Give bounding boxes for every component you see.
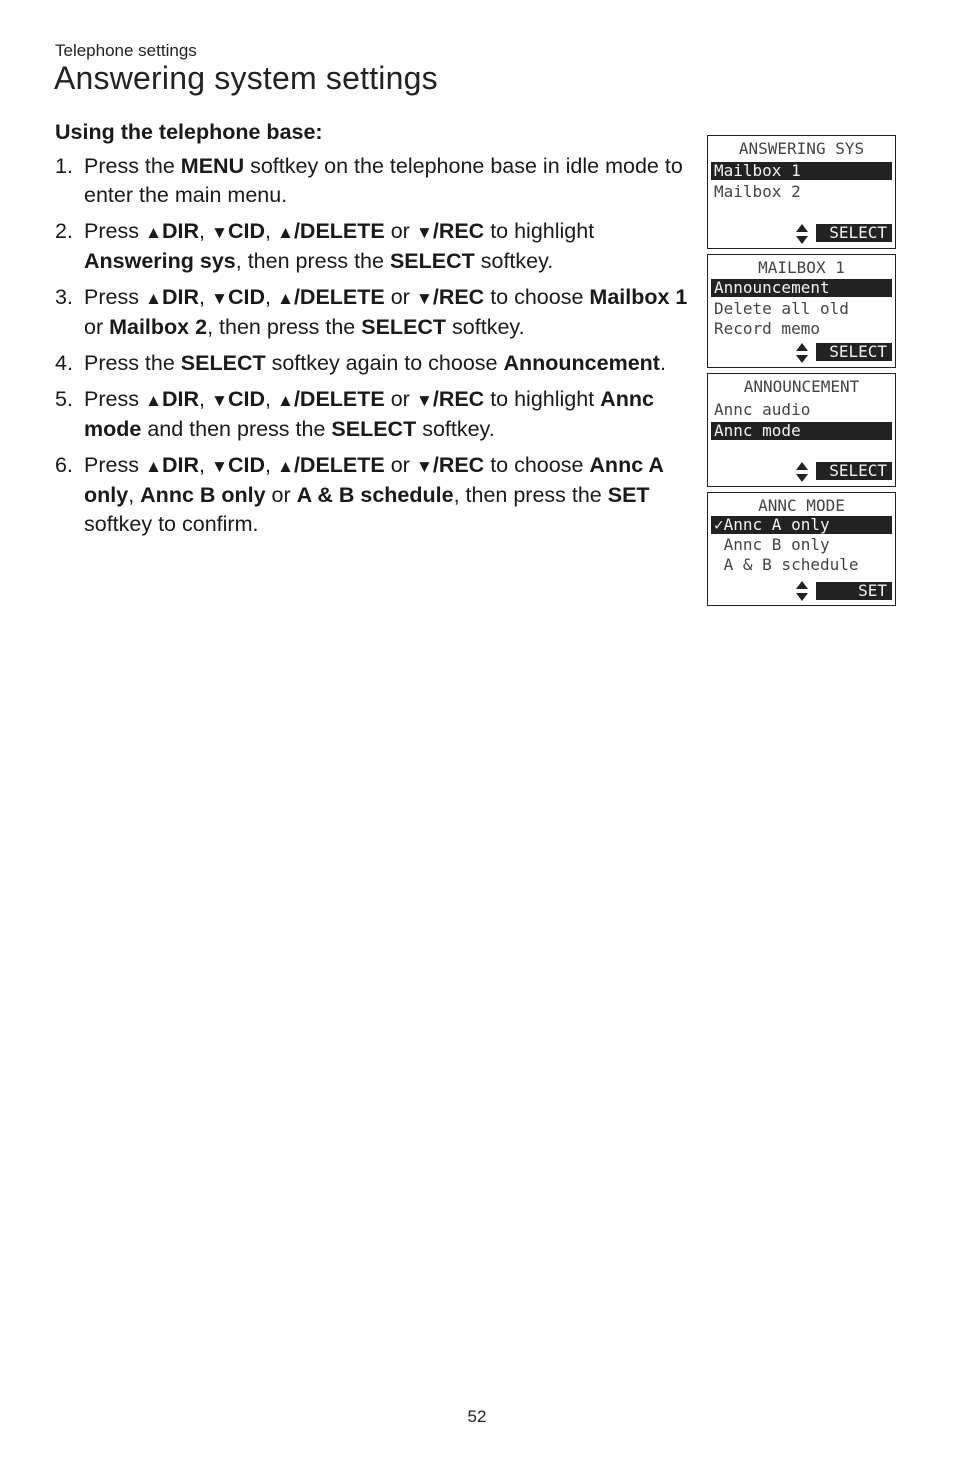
- menu-item-name: Annc A only: [84, 453, 664, 507]
- step-text: or: [384, 219, 416, 243]
- section-label: Telephone settings: [55, 41, 197, 60]
- lcd-screen-annc-mode: [707, 492, 896, 606]
- key-name: /REC: [432, 453, 485, 477]
- step-number: 4.: [55, 351, 73, 375]
- key-name: CID: [227, 453, 265, 477]
- step-text: ,: [264, 387, 277, 411]
- lcd-row: Mailbox 2: [714, 182, 801, 201]
- key-name: /DELETE: [293, 285, 385, 309]
- step-text: Press: [84, 387, 145, 411]
- step-text: ,: [264, 285, 277, 309]
- lcd-row-highlighted: ✓Annc A only: [711, 516, 892, 534]
- key-name: CID: [227, 285, 265, 309]
- step-text: ,: [198, 387, 211, 411]
- step-text: .: [659, 351, 666, 375]
- up-triangle-icon: ▲: [144, 222, 162, 242]
- lcd-row-highlighted: Mailbox 1: [711, 162, 892, 180]
- step-4: [55, 349, 700, 378]
- softkey-select: SELECT: [816, 462, 892, 480]
- menu-item-name: Mailbox 2: [109, 315, 208, 339]
- lcd-screen-mailbox-1: [707, 254, 896, 368]
- lcd-header: ANNOUNCEMENT: [743, 377, 860, 396]
- key-name: /REC: [432, 387, 485, 411]
- down-triangle-icon: ▼: [210, 390, 228, 410]
- page-number: 52: [467, 1407, 487, 1426]
- step-text: Press: [84, 285, 145, 309]
- step-text: ,: [198, 285, 211, 309]
- softkey-select: SELECT: [816, 224, 892, 242]
- up-down-arrows-icon: [795, 223, 809, 245]
- step-text: or: [384, 285, 416, 309]
- step-text: ,: [198, 219, 211, 243]
- lcd-row-highlighted: Annc mode: [711, 422, 892, 440]
- down-triangle-icon: ▼: [210, 222, 228, 242]
- step-text: Press the: [84, 351, 181, 375]
- step-text: ,: [264, 219, 277, 243]
- step-5: [55, 385, 700, 444]
- step-text: to highlight: [484, 219, 595, 243]
- step-text: Press: [84, 219, 145, 243]
- menu-item-name: Announcement: [503, 351, 660, 375]
- menu-item-name: Annc B only: [140, 483, 266, 507]
- key-name: DIR: [161, 219, 199, 243]
- lcd-header: ANNC MODE: [758, 496, 845, 515]
- lcd-row: Delete all old: [714, 299, 849, 318]
- key-name: DIR: [161, 453, 199, 477]
- step-text: or: [384, 387, 416, 411]
- step-text: softkey again to choose: [265, 351, 504, 375]
- key-name: CID: [227, 219, 265, 243]
- menu-item-name: A & B schedule: [296, 483, 454, 507]
- lcd-row-highlighted: Announcement: [711, 279, 892, 297]
- step-1: [55, 152, 700, 210]
- down-triangle-icon: ▼: [415, 222, 433, 242]
- key-name: /DELETE: [293, 453, 385, 477]
- key-name: /DELETE: [293, 219, 385, 243]
- down-triangle-icon: ▼: [210, 288, 228, 308]
- step-number: 3.: [55, 285, 73, 309]
- step-text: and then press the: [141, 417, 332, 441]
- step-text: , then press the: [453, 483, 608, 507]
- instructions-subhead: Using the telephone base:: [55, 120, 323, 144]
- step-number: 1.: [55, 154, 73, 178]
- down-triangle-icon: ▼: [210, 456, 228, 476]
- up-triangle-icon: ▲: [276, 222, 294, 242]
- key-name: SET: [607, 483, 650, 507]
- step-text: softkey on the telephone base in idle mode to enter the main menu.: [84, 154, 683, 207]
- softkey-set: SET: [816, 582, 892, 600]
- steps-list: [55, 152, 700, 539]
- step-2: [55, 217, 700, 276]
- up-down-arrows-icon: [795, 342, 809, 364]
- step-number: 5.: [55, 387, 73, 411]
- lcd-row: Annc audio: [714, 400, 811, 419]
- step-text: Press the: [84, 154, 181, 178]
- up-triangle-icon: ▲: [144, 390, 162, 410]
- key-name: /REC: [432, 285, 485, 309]
- step-text: to highlight: [484, 387, 601, 411]
- lcd-row: Record memo: [714, 319, 820, 338]
- menu-item-name: Mailbox 1: [589, 285, 688, 309]
- step-text: , then press the: [207, 315, 362, 339]
- down-triangle-icon: ▼: [415, 288, 433, 308]
- menu-item-name: Annc mode: [84, 387, 654, 441]
- lcd-header: MAILBOX 1: [758, 258, 845, 277]
- up-triangle-icon: ▲: [276, 456, 294, 476]
- step-text: to choose: [484, 453, 590, 477]
- step-text: ,: [198, 453, 211, 477]
- instructions: [55, 118, 700, 546]
- key-name: CID: [227, 387, 265, 411]
- key-name: SELECT: [331, 417, 417, 441]
- up-triangle-icon: ▲: [276, 288, 294, 308]
- key-name: DIR: [161, 387, 199, 411]
- up-triangle-icon: ▲: [144, 456, 162, 476]
- step-text: softkey.: [446, 315, 525, 339]
- lcd-screen-announcement: [707, 373, 896, 487]
- step-text: ,: [264, 453, 277, 477]
- up-down-arrows-icon: [795, 461, 809, 483]
- step-3: [55, 283, 700, 342]
- key-name: /REC: [432, 219, 485, 243]
- step-text: or: [384, 453, 416, 477]
- lcd-row: A & B schedule: [714, 555, 859, 574]
- step-text: Press: [84, 453, 145, 477]
- up-triangle-icon: ▲: [144, 288, 162, 308]
- menu-item-name: Answering sys: [84, 249, 236, 273]
- down-triangle-icon: ▼: [415, 456, 433, 476]
- lcd-screen-answering-sys: [707, 135, 896, 249]
- step-text: , then press the: [235, 249, 390, 273]
- lcd-header: ANSWERING SYS: [738, 139, 865, 158]
- step-text: ,: [128, 483, 141, 507]
- key-name: /DELETE: [293, 387, 385, 411]
- key-name: SELECT: [389, 249, 475, 273]
- key-name: SELECT: [361, 315, 447, 339]
- up-triangle-icon: ▲: [276, 390, 294, 410]
- step-number: 6.: [55, 453, 73, 477]
- up-down-arrows-icon: [795, 580, 809, 602]
- lcd-row: Annc B only: [714, 535, 830, 554]
- step-text: to choose: [484, 285, 590, 309]
- softkey-select: SELECT: [816, 343, 892, 361]
- step-text: or: [84, 315, 110, 339]
- key-name: MENU: [180, 154, 245, 178]
- step-text: or: [265, 483, 297, 507]
- step-text: softkey.: [416, 417, 495, 441]
- step-number: 2.: [55, 219, 73, 243]
- key-name: DIR: [161, 285, 199, 309]
- step-text: softkey.: [474, 249, 554, 273]
- page-title: Answering system settings: [54, 60, 438, 96]
- key-name: SELECT: [180, 351, 266, 375]
- down-triangle-icon: ▼: [415, 390, 433, 410]
- step-text: softkey to confirm.: [84, 512, 259, 536]
- step-6: [55, 451, 700, 539]
